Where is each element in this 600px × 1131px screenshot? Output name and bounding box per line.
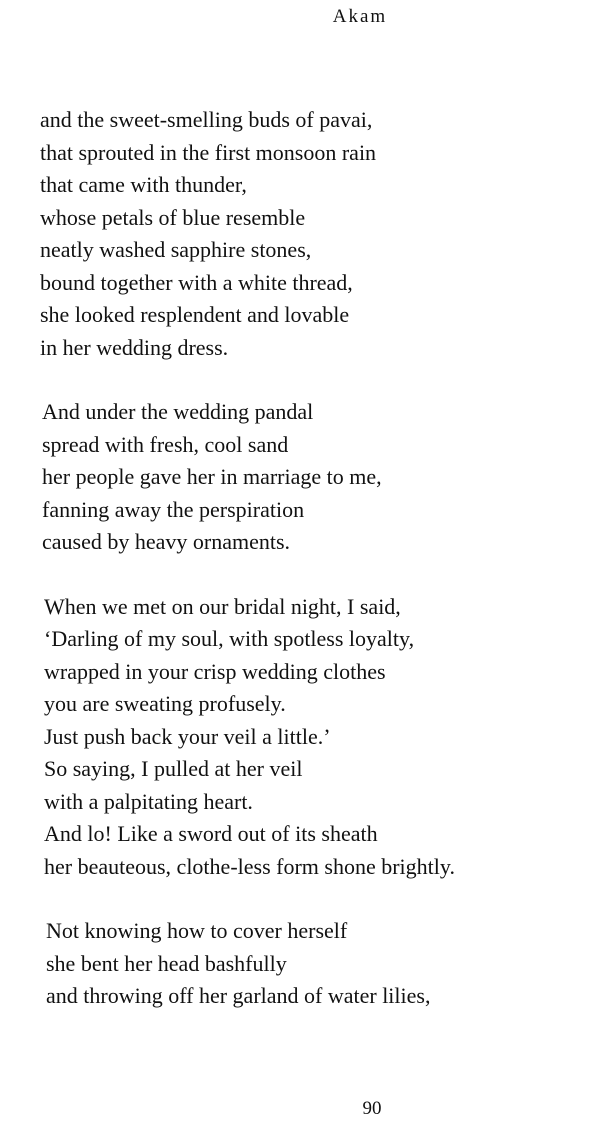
- poem-line: So saying, I pulled at her veil: [44, 756, 303, 781]
- poem-line: and the sweet-smelling buds of pavai,: [40, 107, 373, 132]
- stanza-1: [40, 104, 580, 364]
- poem-line: Not knowing how to cover herself: [46, 918, 348, 943]
- poem-line: Just push back your veil a little.’: [44, 723, 331, 749]
- poem-line: and throwing off her garland of water lilies,: [46, 983, 431, 1008]
- poem-line: that sprouted in the first monsoon rain: [40, 139, 377, 165]
- poem-line: she bent her head bashfully: [46, 950, 287, 976]
- poem-line: wrapped in your crisp wedding clothes: [44, 658, 386, 684]
- poem-line: in her wedding dress.: [40, 334, 229, 360]
- poem-line: neatly washed sapphire stones,: [40, 237, 312, 262]
- poem-line: you are sweating profusely.: [44, 691, 286, 716]
- stanza-4: [46, 915, 580, 1013]
- poem-line: ‘Darling of my soul, with spotless loyalty,: [44, 626, 415, 651]
- poem-line: spread with fresh, cool sand: [42, 431, 289, 457]
- poem-line: And under the wedding pandal: [42, 399, 314, 424]
- poem-line: with a palpitating heart.: [44, 788, 253, 814]
- stanza-2: [42, 396, 580, 559]
- poem-line: her people gave her in marriage to me,: [42, 464, 382, 489]
- page-number: 90: [362, 1098, 382, 1119]
- poem-line: that came with thunder,: [40, 172, 247, 197]
- poem-line: fanning away the perspiration: [42, 496, 305, 522]
- poem-line: she looked resplendent and lovable: [40, 302, 350, 327]
- poem-line: her beauteous, clothe-less form shone brightly.: [44, 853, 455, 879]
- running-head: Akam: [332, 6, 388, 27]
- poem-line: bound together with a white thread,: [40, 269, 353, 295]
- poem-body: [40, 104, 580, 1045]
- poem-line: When we met on our bridal night, I said,: [44, 593, 401, 619]
- poem-line: caused by heavy ornaments.: [42, 529, 291, 554]
- poem-line: And lo! Like a sword out of its sheath: [44, 821, 378, 846]
- poem-line: whose petals of blue resemble: [40, 204, 306, 230]
- stanza-3: [44, 591, 580, 884]
